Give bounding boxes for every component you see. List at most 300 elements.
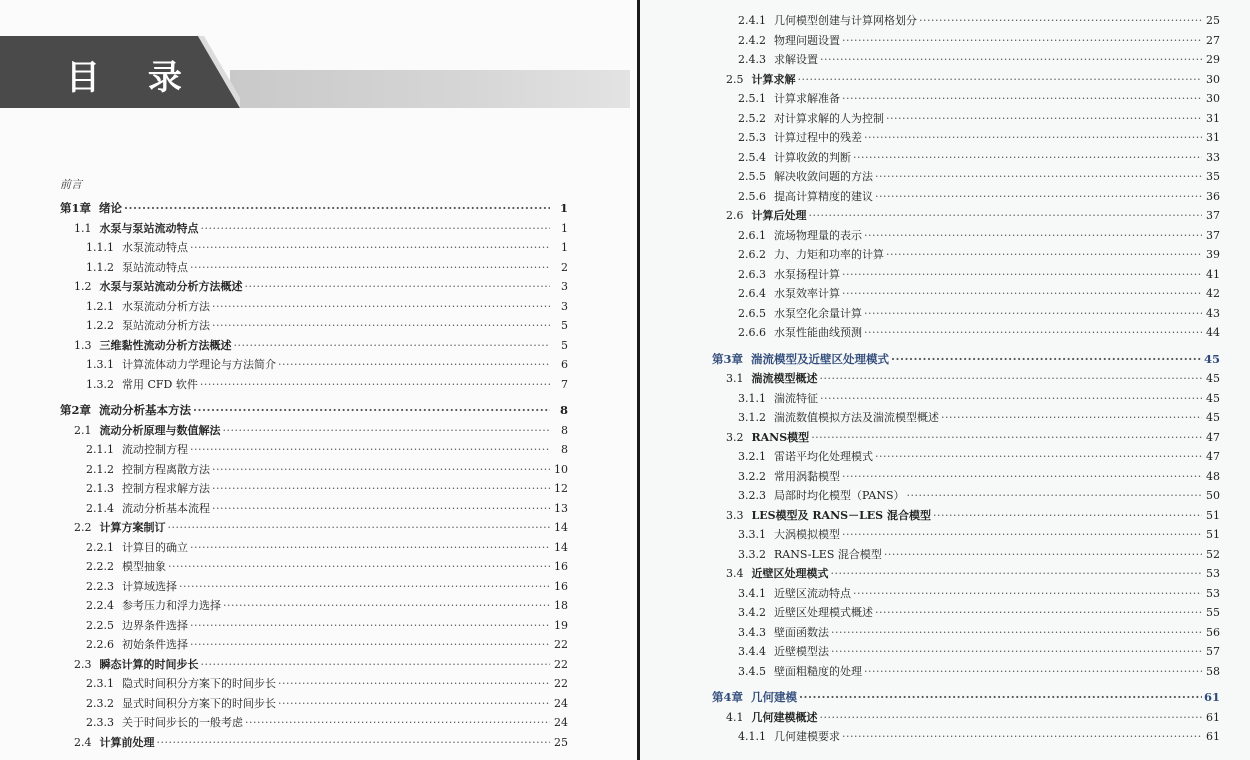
entry-title: 水泵效率计算 bbox=[774, 287, 840, 300]
entry-number: 2.4.2 bbox=[738, 33, 766, 47]
entry-number: 2.1 bbox=[74, 423, 92, 437]
entry-page-number: 18 bbox=[554, 599, 568, 612]
entry-title: 计算方案制订 bbox=[99, 521, 166, 534]
entry-page-number: 29 bbox=[1206, 53, 1220, 66]
toc-entry[interactable] bbox=[712, 604, 1220, 624]
toc-entry[interactable] bbox=[712, 585, 1220, 605]
toc-entry[interactable] bbox=[60, 539, 568, 559]
entry-number: 2.3.2 bbox=[86, 696, 114, 710]
preface-label: 前言 bbox=[60, 178, 82, 191]
toc-entry[interactable] bbox=[712, 71, 1220, 91]
entry-title: 壁面函数法 bbox=[774, 625, 829, 639]
toc-entry[interactable] bbox=[712, 149, 1220, 169]
entry-title: 力、力矩和功率的计算 bbox=[774, 248, 884, 261]
entry-number: 4.1 bbox=[726, 710, 744, 724]
entry-number: 4.1.1 bbox=[738, 730, 766, 743]
dot-leader bbox=[157, 736, 551, 749]
toc-entry[interactable] bbox=[712, 324, 1220, 344]
entry-page-number: 16 bbox=[554, 560, 568, 573]
entry-page-number: 35 bbox=[1206, 170, 1220, 183]
entry-title: 几何建模 bbox=[751, 690, 798, 704]
entry-page-number: 1 bbox=[559, 201, 568, 215]
entry-number: 2.3.1 bbox=[86, 677, 114, 690]
entry-page-number: 30 bbox=[1206, 92, 1220, 105]
entry-title: 壁面粗糙度的处理 bbox=[774, 664, 862, 678]
toc-entry[interactable] bbox=[712, 487, 1220, 507]
toc-entry[interactable] bbox=[60, 278, 568, 298]
toc-entry[interactable] bbox=[712, 546, 1220, 566]
toc-entry[interactable] bbox=[60, 220, 568, 240]
entry-page-number: 7 bbox=[561, 377, 568, 391]
toc-entry[interactable] bbox=[712, 728, 1220, 748]
dot-leader bbox=[799, 690, 1202, 704]
entry-title: 关于时间步长的一般考虑 bbox=[122, 716, 243, 729]
entry-page-number: 16 bbox=[554, 579, 568, 593]
entry-number: 2.2.5 bbox=[86, 618, 114, 632]
toc-entry[interactable] bbox=[60, 636, 568, 656]
entry-page-number: 24 bbox=[554, 696, 568, 710]
dot-leader bbox=[245, 716, 550, 729]
dot-leader bbox=[190, 541, 550, 554]
entry-page-number: 52 bbox=[1206, 547, 1220, 561]
entry-number: 3.1.2 bbox=[738, 411, 766, 424]
dot-leader bbox=[842, 92, 1202, 105]
dot-leader bbox=[864, 326, 1202, 339]
toc-entry[interactable] bbox=[712, 429, 1220, 449]
dot-leader bbox=[842, 470, 1202, 483]
toc-entry[interactable] bbox=[712, 468, 1220, 488]
entry-number: 3.2.3 bbox=[738, 489, 766, 502]
dot-leader bbox=[853, 587, 1202, 600]
entry-title: 流场物理量的表示 bbox=[774, 228, 862, 242]
toc-list-right bbox=[712, 12, 1220, 748]
entry-number: 3.1.1 bbox=[738, 391, 766, 405]
dot-leader bbox=[864, 307, 1202, 320]
entry-title: 泵站流动分析方法 bbox=[122, 319, 210, 332]
toc-entry[interactable] bbox=[712, 565, 1220, 585]
dot-leader bbox=[223, 599, 550, 612]
entry-number: 2.5.1 bbox=[738, 92, 766, 105]
entry-number: 3.3.2 bbox=[738, 547, 766, 561]
toc-entry[interactable] bbox=[60, 461, 568, 481]
entry-page-number: 1 bbox=[561, 241, 568, 254]
entry-number: 2.6.3 bbox=[738, 267, 766, 281]
dot-leader bbox=[875, 606, 1202, 619]
dot-leader bbox=[875, 190, 1202, 203]
toc-entry[interactable] bbox=[712, 246, 1220, 266]
entry-title: 近壁区处理模式概述 bbox=[774, 606, 873, 619]
entry-title: 常用涡黏模型 bbox=[774, 469, 840, 483]
entry-number: 2.4.1 bbox=[738, 14, 766, 27]
dot-leader bbox=[190, 261, 550, 274]
toc-entry[interactable] bbox=[712, 168, 1220, 188]
entry-title: 流动分析基本流程 bbox=[122, 501, 210, 515]
entry-title: 参考压力和浮力选择 bbox=[122, 599, 221, 612]
entry-number: 第1章 bbox=[60, 201, 92, 215]
dot-leader bbox=[190, 638, 550, 651]
entry-page-number: 13 bbox=[554, 501, 568, 515]
entry-page-number: 51 bbox=[1206, 508, 1220, 522]
toc-entry[interactable] bbox=[712, 409, 1220, 429]
dot-leader bbox=[853, 151, 1202, 164]
toc-entry[interactable] bbox=[712, 526, 1220, 546]
dot-leader bbox=[212, 319, 550, 332]
entry-number: 3.4.4 bbox=[738, 645, 766, 658]
entry-number: 3.3.1 bbox=[738, 528, 766, 541]
entry-title: 提高计算精度的建议 bbox=[774, 189, 873, 203]
dot-leader bbox=[831, 626, 1202, 639]
entry-page-number: 50 bbox=[1206, 489, 1220, 502]
entry-number: 2.1.3 bbox=[86, 482, 114, 495]
toc-entry[interactable] bbox=[712, 207, 1220, 227]
dot-leader bbox=[842, 268, 1202, 281]
entry-title: 初始条件选择 bbox=[122, 638, 188, 651]
dot-leader bbox=[190, 619, 550, 632]
dot-leader bbox=[212, 300, 550, 313]
dot-leader bbox=[278, 677, 550, 690]
dot-leader bbox=[875, 450, 1202, 463]
entry-number: 2.3 bbox=[74, 657, 92, 671]
entry-number: 2.5.4 bbox=[738, 150, 766, 164]
entry-page-number: 45 bbox=[1203, 351, 1220, 366]
entry-title: 水泵性能曲线预测 bbox=[774, 326, 862, 339]
entry-page-number: 53 bbox=[1206, 586, 1220, 600]
toc-entry[interactable] bbox=[712, 643, 1220, 663]
dot-leader bbox=[168, 521, 551, 534]
toc-entry[interactable] bbox=[712, 663, 1220, 683]
entry-page-number: 1 bbox=[561, 221, 568, 235]
entry-number: 3.2 bbox=[726, 430, 744, 444]
toc-entry[interactable] bbox=[712, 227, 1220, 247]
entry-number: 第2章 bbox=[60, 403, 92, 417]
toc-entry[interactable] bbox=[60, 656, 568, 676]
entry-page-number: 3 bbox=[561, 299, 568, 313]
dot-leader bbox=[820, 392, 1202, 405]
entry-page-number: 6 bbox=[561, 358, 568, 371]
entry-title: 计算求解准备 bbox=[774, 92, 840, 105]
entry-page-number: 5 bbox=[561, 319, 568, 332]
toc-list-left bbox=[60, 200, 568, 753]
dot-leader bbox=[193, 403, 550, 417]
entry-page-number: 19 bbox=[554, 618, 568, 632]
entry-title: 计算目的确立 bbox=[122, 540, 188, 554]
entry-page-number: 48 bbox=[1206, 469, 1220, 483]
entry-page-number: 47 bbox=[1206, 430, 1220, 444]
toc-entry[interactable] bbox=[60, 337, 568, 357]
toc-chapter-entry[interactable] bbox=[712, 351, 1220, 371]
entry-title: 湍流特征 bbox=[774, 391, 818, 405]
entry-number: 2.6.2 bbox=[738, 248, 766, 261]
entry-page-number: 61 bbox=[1206, 710, 1220, 724]
entry-number: 3.4 bbox=[726, 567, 744, 580]
entry-title: 几何建模概述 bbox=[751, 710, 818, 724]
dot-leader bbox=[809, 209, 1203, 222]
entry-number: 3.4.5 bbox=[738, 664, 766, 678]
entry-page-number: 14 bbox=[554, 540, 568, 554]
entry-title: 物理问题设置 bbox=[774, 33, 840, 47]
entry-title: 湍流模型概述 bbox=[751, 372, 818, 385]
toc-entry[interactable] bbox=[712, 370, 1220, 390]
entry-number: 2.3.3 bbox=[86, 716, 114, 729]
entry-number: 2.5.3 bbox=[738, 131, 766, 144]
dot-leader bbox=[168, 560, 550, 573]
toc-entry[interactable] bbox=[712, 12, 1220, 32]
entry-page-number: 58 bbox=[1206, 664, 1220, 678]
entry-number: 2.4 bbox=[74, 735, 92, 749]
entry-page-number: 31 bbox=[1206, 131, 1220, 144]
entry-title: 计算收敛的判断 bbox=[774, 150, 851, 164]
toc-entry[interactable] bbox=[60, 500, 568, 520]
entry-number: 3.1 bbox=[726, 372, 744, 385]
entry-page-number: 36 bbox=[1206, 189, 1220, 203]
dot-leader bbox=[842, 34, 1202, 47]
toc-entry[interactable] bbox=[712, 285, 1220, 305]
entry-page-number: 45 bbox=[1206, 411, 1220, 424]
entry-number: 2.1.4 bbox=[86, 501, 114, 515]
dot-leader bbox=[820, 53, 1202, 66]
dot-leader bbox=[864, 665, 1202, 678]
dot-leader bbox=[234, 339, 551, 352]
dot-leader bbox=[886, 248, 1202, 261]
entry-title: 几何建模要求 bbox=[774, 730, 840, 743]
entry-number: 第3章 bbox=[712, 351, 744, 366]
toc-entry[interactable] bbox=[60, 734, 568, 754]
entry-page-number: 33 bbox=[1206, 150, 1220, 164]
entry-page-number: 8 bbox=[559, 403, 568, 417]
entry-page-number: 53 bbox=[1206, 567, 1220, 580]
dot-leader bbox=[212, 502, 550, 515]
entry-page-number: 57 bbox=[1206, 645, 1220, 658]
entry-page-number: 22 bbox=[554, 657, 568, 671]
entry-number: 2.6 bbox=[726, 209, 744, 222]
entry-title: LES模型及 RANS－LES 混合模型 bbox=[751, 508, 931, 522]
entry-title: 水泵与泵站流动特点 bbox=[99, 221, 199, 235]
entry-title: 计算前处理 bbox=[99, 735, 155, 749]
entry-title: 绪论 bbox=[99, 201, 123, 215]
toc-entry[interactable] bbox=[712, 390, 1220, 410]
entry-title: 对计算求解的人为控制 bbox=[774, 111, 884, 125]
right-page bbox=[640, 0, 1250, 760]
entry-title: 计算求解 bbox=[751, 72, 796, 86]
entry-title: 近壁模型法 bbox=[774, 645, 829, 658]
dot-leader bbox=[201, 658, 551, 671]
toc-entry[interactable] bbox=[712, 188, 1220, 208]
entry-page-number: 12 bbox=[554, 482, 568, 495]
entry-page-number: 55 bbox=[1206, 606, 1220, 619]
entry-number: 1.3 bbox=[74, 338, 92, 352]
page-title: 目 录 bbox=[66, 58, 200, 98]
toc-entry[interactable] bbox=[712, 110, 1220, 130]
dot-leader bbox=[842, 730, 1202, 743]
entry-page-number: 41 bbox=[1206, 267, 1220, 281]
entry-number: 2.6.1 bbox=[738, 228, 766, 242]
dot-leader bbox=[831, 567, 1203, 580]
entry-number: 2.1.1 bbox=[86, 443, 114, 456]
toc-entry[interactable] bbox=[60, 695, 568, 715]
entry-title: 边界条件选择 bbox=[122, 618, 188, 632]
dot-leader bbox=[278, 697, 550, 710]
toc-entry[interactable] bbox=[712, 507, 1220, 527]
entry-title: 常用 CFD 软件 bbox=[122, 377, 198, 391]
entry-title: 水泵空化余量计算 bbox=[774, 306, 862, 320]
entry-page-number: 10 bbox=[554, 462, 568, 476]
dot-leader bbox=[811, 431, 1202, 444]
entry-title: 计算流体动力学理论与方法简介 bbox=[122, 358, 276, 371]
dot-leader bbox=[842, 528, 1202, 541]
toc-entry[interactable] bbox=[60, 239, 568, 259]
entry-page-number: 14 bbox=[554, 521, 568, 534]
toc-entry[interactable] bbox=[712, 305, 1220, 325]
entry-number: 1.3.2 bbox=[86, 377, 114, 391]
dot-leader bbox=[933, 509, 1202, 522]
dot-leader bbox=[212, 482, 550, 495]
entry-page-number: 45 bbox=[1206, 391, 1220, 405]
dot-leader bbox=[798, 73, 1203, 86]
toc-chapter-entry[interactable] bbox=[60, 402, 568, 422]
entry-number: 2.5.5 bbox=[738, 170, 766, 183]
entry-title: 泵站流动特点 bbox=[122, 260, 188, 274]
entry-title: 水泵扬程计算 bbox=[774, 267, 840, 281]
dot-leader bbox=[190, 443, 550, 456]
entry-page-number: 47 bbox=[1206, 450, 1220, 463]
entry-title: 雷诺平均化处理模式 bbox=[774, 450, 873, 463]
entry-page-number: 43 bbox=[1206, 306, 1220, 320]
toc-entry[interactable] bbox=[712, 51, 1220, 71]
toc-entry[interactable] bbox=[60, 441, 568, 461]
dot-leader bbox=[278, 358, 550, 371]
entry-title: RANS-LES 混合模型 bbox=[774, 547, 882, 561]
entry-page-number: 8 bbox=[561, 423, 568, 437]
entry-page-number: 3 bbox=[561, 280, 568, 293]
toc-entry[interactable] bbox=[60, 259, 568, 279]
entry-number: 2.2.4 bbox=[86, 599, 114, 612]
entry-title: 湍流数值模拟方法及湍流模型概述 bbox=[774, 411, 939, 424]
entry-title: 几何模型创建与计算网格划分 bbox=[774, 14, 917, 27]
entry-title: 局部时均化模型（PANS） bbox=[774, 489, 905, 502]
entry-page-number: 8 bbox=[561, 443, 568, 456]
entry-page-number: 27 bbox=[1206, 33, 1220, 47]
toc-entry[interactable] bbox=[60, 597, 568, 617]
toc-entry[interactable] bbox=[712, 129, 1220, 149]
dot-leader bbox=[124, 201, 550, 215]
entry-title: 近壁区处理模式 bbox=[751, 567, 829, 580]
toc-entry[interactable] bbox=[60, 519, 568, 539]
entry-number: 1.2.2 bbox=[86, 319, 114, 332]
dot-leader bbox=[245, 280, 551, 293]
entry-page-number: 22 bbox=[554, 638, 568, 651]
entry-title: 计算后处理 bbox=[751, 209, 807, 222]
entry-number: 1.1.2 bbox=[86, 260, 114, 274]
toc-entry[interactable] bbox=[712, 90, 1220, 110]
entry-page-number: 22 bbox=[554, 677, 568, 690]
entry-title: 流动分析基本方法 bbox=[99, 403, 192, 417]
toc-entry[interactable] bbox=[60, 356, 568, 376]
dot-leader bbox=[200, 378, 550, 391]
entry-number: 1.1 bbox=[74, 221, 92, 235]
entry-number: 2.2 bbox=[74, 521, 92, 534]
toc-entry[interactable] bbox=[60, 317, 568, 337]
entry-title: 模型抽象 bbox=[122, 560, 166, 573]
entry-title: 控制方程离散方法 bbox=[122, 462, 210, 476]
toc-entry[interactable] bbox=[60, 617, 568, 637]
toc-entry[interactable] bbox=[712, 448, 1220, 468]
toc-entry[interactable] bbox=[712, 32, 1220, 52]
dot-leader bbox=[891, 352, 1202, 366]
entry-number: 2.2.1 bbox=[86, 540, 114, 554]
entry-page-number: 61 bbox=[1203, 690, 1220, 704]
dot-leader bbox=[223, 424, 551, 437]
entry-page-number: 51 bbox=[1206, 528, 1220, 541]
entry-number: 3.4.1 bbox=[738, 586, 766, 600]
entry-title: 水泵流动特点 bbox=[122, 241, 188, 254]
entry-number: 第4章 bbox=[712, 690, 744, 704]
entry-number: 2.1.2 bbox=[86, 462, 114, 476]
dot-leader bbox=[886, 112, 1202, 125]
dot-leader bbox=[842, 287, 1202, 300]
dot-leader bbox=[919, 14, 1202, 27]
entry-page-number: 5 bbox=[561, 338, 568, 352]
entry-page-number: 37 bbox=[1206, 228, 1220, 242]
entry-title: 求解设置 bbox=[774, 53, 818, 66]
dot-leader bbox=[864, 131, 1202, 144]
entry-title: 瞬态计算的时间步长 bbox=[99, 657, 199, 671]
entry-number: 3.2.1 bbox=[738, 450, 766, 463]
entry-number: 2.5.2 bbox=[738, 111, 766, 125]
toc-entry[interactable] bbox=[712, 266, 1220, 286]
toc-chapter-entry[interactable] bbox=[60, 200, 568, 220]
toc-entry[interactable] bbox=[712, 709, 1220, 729]
entry-title: 计算过程中的残差 bbox=[774, 131, 862, 144]
entry-title: 湍流模型及近壁区处理模式 bbox=[751, 351, 890, 366]
dot-leader bbox=[212, 463, 550, 476]
toc-entry[interactable] bbox=[60, 422, 568, 442]
toc-entry[interactable] bbox=[712, 624, 1220, 644]
dot-leader bbox=[831, 645, 1202, 658]
entry-number: 2.6.4 bbox=[738, 287, 766, 300]
entry-number: 2.5 bbox=[726, 72, 744, 86]
entry-title: RANS模型 bbox=[751, 430, 810, 444]
entry-title: 水泵流动分析方法 bbox=[122, 299, 210, 313]
entry-page-number: 30 bbox=[1206, 72, 1220, 86]
entry-number: 2.2.3 bbox=[86, 579, 114, 593]
toc-chapter-entry[interactable] bbox=[712, 689, 1220, 709]
entry-number: 2.5.6 bbox=[738, 189, 766, 203]
dot-leader bbox=[190, 241, 550, 254]
entry-page-number: 25 bbox=[554, 735, 568, 749]
toc-entry[interactable] bbox=[60, 714, 568, 734]
entry-page-number: 61 bbox=[1206, 730, 1220, 743]
toc-entry[interactable] bbox=[60, 578, 568, 598]
toc-entry[interactable] bbox=[60, 480, 568, 500]
entry-page-number: 25 bbox=[1206, 14, 1220, 27]
entry-page-number: 45 bbox=[1206, 372, 1220, 385]
entry-title: 三维黏性流动分析方法概述 bbox=[99, 338, 232, 352]
entry-title: 近壁区流动特点 bbox=[774, 586, 851, 600]
dot-leader bbox=[820, 711, 1203, 724]
entry-page-number: 56 bbox=[1206, 625, 1220, 639]
entry-number: 3.2.2 bbox=[738, 469, 766, 483]
toc-entry[interactable] bbox=[60, 298, 568, 318]
header-banner-bar bbox=[230, 70, 630, 108]
toc-entry[interactable] bbox=[60, 558, 568, 578]
entry-title: 解决收敛问题的方法 bbox=[774, 170, 873, 183]
dot-leader bbox=[864, 229, 1202, 242]
entry-page-number: 2 bbox=[561, 260, 568, 274]
toc-entry[interactable] bbox=[60, 376, 568, 396]
toc-entry[interactable] bbox=[60, 675, 568, 695]
entry-number: 1.1.1 bbox=[86, 241, 114, 254]
entry-page-number: 39 bbox=[1206, 248, 1220, 261]
